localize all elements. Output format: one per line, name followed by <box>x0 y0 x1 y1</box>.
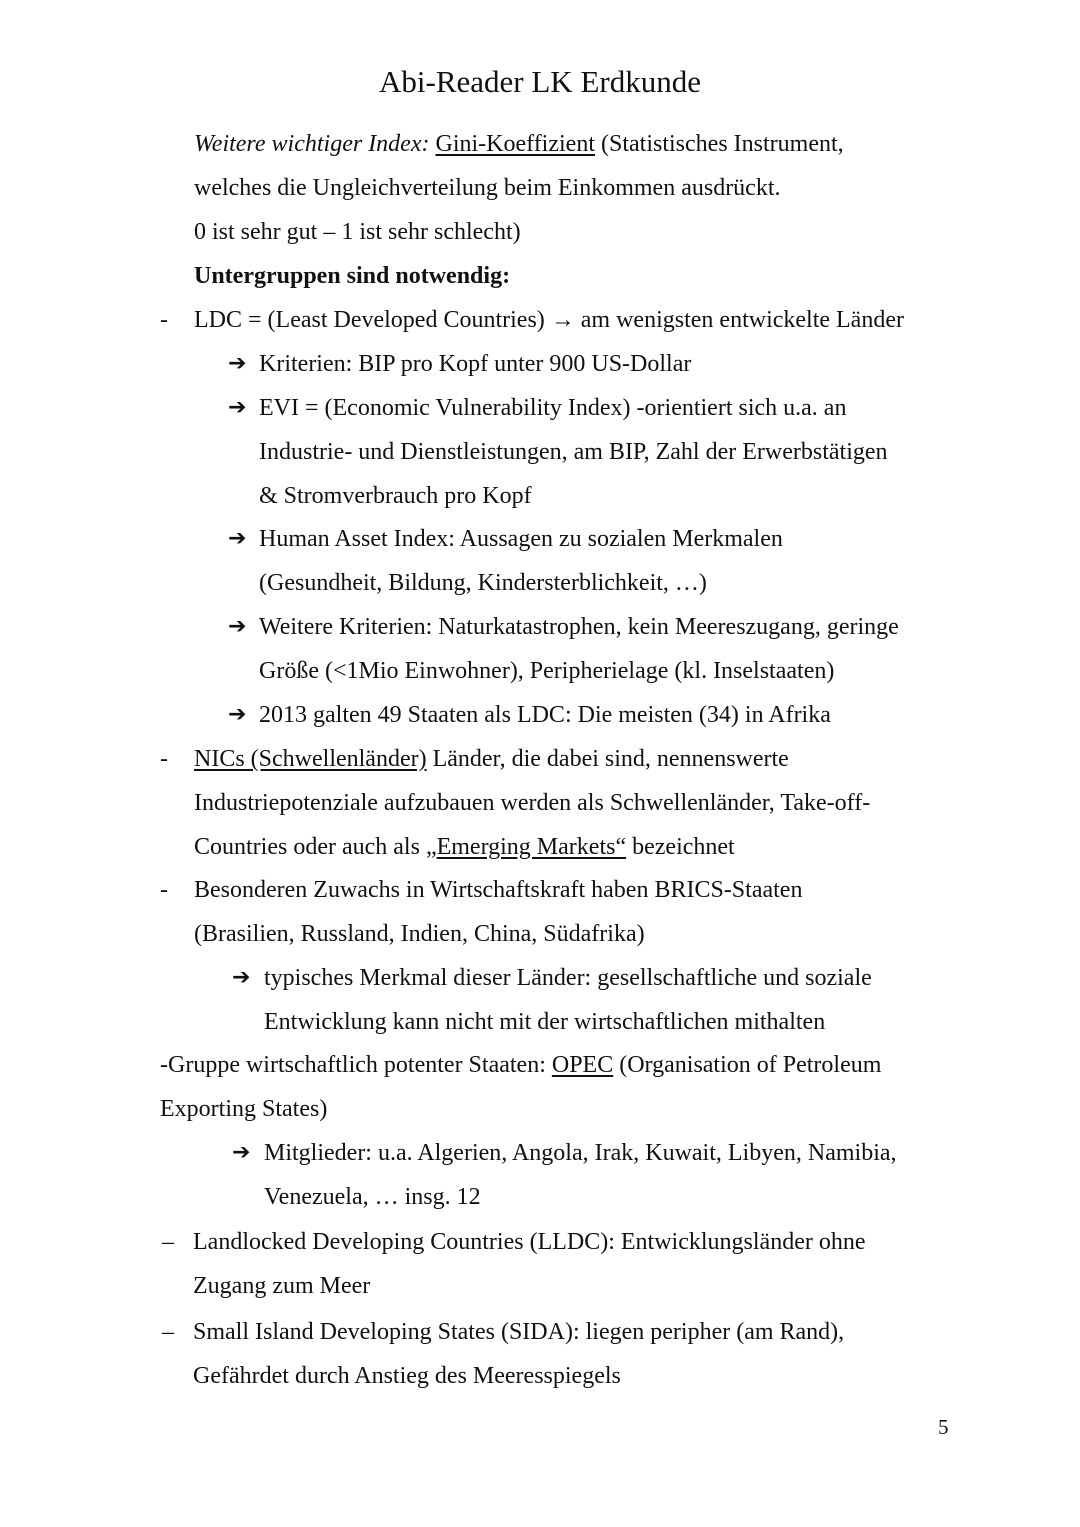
arrow-icon: ➔ <box>228 351 247 376</box>
arrow-icon: ➔ <box>232 1140 251 1165</box>
ldc-evi-line-2: Industrie- und Dienstleistungen, am BIP, Zahl der Erwerbstätigen <box>259 439 888 465</box>
nics-line-2: Industriepotenziale aufzubauen werden als Schwellenländer, Take-off- <box>194 790 871 816</box>
ldc-hai-line-1: Human Asset Index: Aussagen zu sozialen Merkmalen <box>259 526 783 552</box>
page-title: Abi-Reader LK Erdkunde <box>379 64 701 99</box>
sida-line-1: Small Island Developing States (SIDA): liegen peripher (am Rand), <box>193 1319 845 1345</box>
ldc-hai-line-2: (Gesundheit, Bildung, Kindersterblichkeit, …) <box>259 570 707 596</box>
gini-line-1 <box>194 129 844 159</box>
nics-line-1 <box>194 744 789 774</box>
brics-feature-line-2: Entwicklung kann nicht mit der wirtschaftlichen mithalten <box>264 1009 826 1035</box>
gini-term: Gini-Koeffizient <box>435 131 595 157</box>
ldc-line-1: LDC = (Least Developed Countries) → am wenigsten entwickelte Länder <box>194 307 904 333</box>
nics-dash: - <box>160 746 168 772</box>
arrow-icon: ➔ <box>228 395 247 420</box>
sida-line-2: Gefährdet durch Anstieg des Meeresspiegels <box>193 1363 621 1389</box>
brics-dash: - <box>160 877 168 903</box>
ldc-more-line-1: Weitere Kriterien: Naturkatastrophen, kein Meereszugang, geringe <box>259 614 899 640</box>
opec-members-line-2: Venezuela, … insg. 12 <box>264 1184 481 1210</box>
gini-rest: (Statistisches Instrument, <box>601 131 844 157</box>
ldc-more-line-2: Größe (<1Mio Einwohner), Peripherielage (kl. Inselstaaten) <box>259 658 835 684</box>
lldc-line-2: Zugang zum Meer <box>193 1273 371 1299</box>
ldc-count-line: 2013 galten 49 Staaten als LDC: Die meisten (34) in Afrika <box>259 702 831 728</box>
nics-line-3 <box>194 832 735 862</box>
sida-dash: – <box>162 1319 174 1345</box>
brics-feature-line-1: typisches Merkmal dieser Länder: gesellschaftliche und soziale <box>264 965 872 991</box>
brics-line-1: Besonderen Zuwachs in Wirtschaftskraft haben BRICS-Staaten <box>194 877 803 903</box>
nics-line-3-post: bezeichnet <box>632 834 735 860</box>
brics-line-2: (Brasilien, Russland, Indien, China, Südafrika) <box>194 921 645 947</box>
opec-members-line-1: Mitglieder: u.a. Algerien, Angola, Irak, Kuwait, Libyen, Namibia, <box>264 1140 897 1166</box>
ldc-dash: - <box>160 307 168 333</box>
subgroups-heading: Untergruppen sind notwendig: <box>194 263 511 289</box>
gini-label: Weitere wichtiger Index: <box>194 131 430 157</box>
opec-term: OPEC <box>551 1052 614 1078</box>
emerging-markets-term: Emerging Markets“ <box>436 834 627 860</box>
page-number: 5 <box>938 1415 949 1439</box>
lldc-line-1: Landlocked Developing Countries (LLDC): Entwicklungsländer ohne <box>193 1229 866 1255</box>
arrow-icon: ➔ <box>228 614 247 639</box>
gini-line-3: 0 ist sehr gut – 1 ist sehr schlecht) <box>194 219 521 245</box>
gini-line-2: welches die Ungleichverteilung beim Einkommen ausdrückt. <box>194 175 781 201</box>
opec-line-1 <box>160 1050 881 1080</box>
opec-line-1-pre: -Gruppe wirtschaftlich potenter Staaten: <box>160 1052 546 1078</box>
arrow-icon: ➔ <box>228 526 247 551</box>
ldc-evi-line-1: EVI = (Economic Vulnerability Index) -orientiert sich u.a. an <box>259 395 847 421</box>
ldc-evi-line-3: & Stromverbrauch pro Kopf <box>259 483 532 509</box>
opec-line-1-post: (Organisation of Petroleum <box>619 1052 882 1078</box>
nics-line-3-pre: Countries oder auch als „ <box>194 834 437 860</box>
arrow-icon: ➔ <box>228 702 247 727</box>
nics-term: NICs (Schwellenländer) <box>194 746 427 772</box>
opec-line-2: Exporting States) <box>160 1096 328 1122</box>
arrow-icon: ➔ <box>232 965 251 990</box>
lldc-dash: – <box>162 1229 174 1255</box>
ldc-criteria: Kriterien: BIP pro Kopf unter 900 US-Dollar <box>259 351 692 377</box>
nics-rest: Länder, die dabei sind, nennenswerte <box>432 746 789 772</box>
